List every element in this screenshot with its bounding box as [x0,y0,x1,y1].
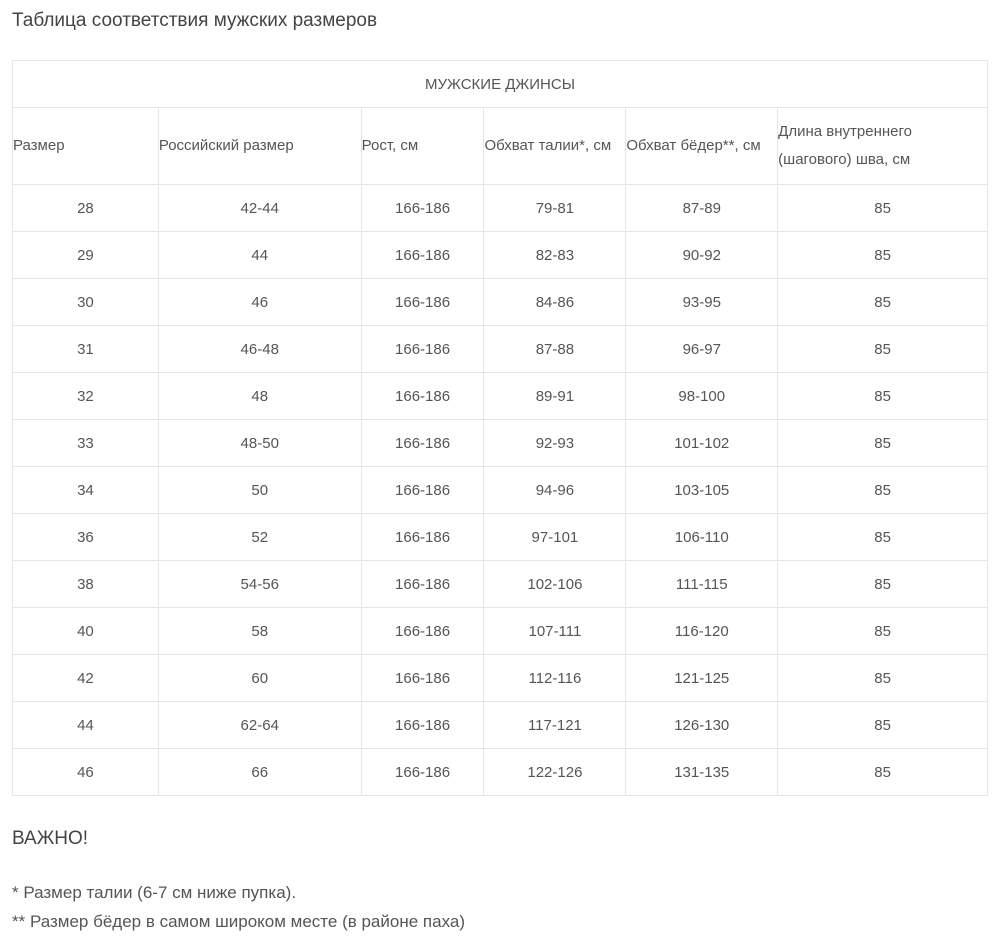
header-row [13,108,988,185]
cell-hips: 126-130 [626,702,778,749]
cell-size: 31 [13,326,159,373]
table-row [13,326,988,373]
cell-russian-size: 60 [158,655,361,702]
cell-waist: 94-96 [484,467,626,514]
table-row [13,279,988,326]
cell-waist: 117-121 [484,702,626,749]
cell-inseam: 85 [778,749,988,796]
cell-russian-size: 46-48 [158,326,361,373]
cell-waist: 92-93 [484,420,626,467]
size-table [12,60,988,796]
cell-russian-size: 48-50 [158,420,361,467]
header-waist: Обхват талии*, см [484,108,626,185]
cell-inseam: 85 [778,608,988,655]
cell-height: 166-186 [361,373,484,420]
cell-size: 30 [13,279,159,326]
cell-size: 29 [13,232,159,279]
cell-height: 166-186 [361,326,484,373]
cell-size: 44 [13,702,159,749]
cell-russian-size: 66 [158,749,361,796]
cell-height: 166-186 [361,561,484,608]
cell-waist: 102-106 [484,561,626,608]
cell-waist: 112-116 [484,655,626,702]
cell-russian-size: 48 [158,373,361,420]
cell-height: 166-186 [361,279,484,326]
cell-inseam: 85 [778,279,988,326]
cell-russian-size: 44 [158,232,361,279]
caption-row [13,61,988,108]
cell-height: 166-186 [361,608,484,655]
table-row [13,467,988,514]
cell-russian-size: 52 [158,514,361,561]
cell-height: 166-186 [361,232,484,279]
cell-inseam: 85 [778,702,988,749]
header-russian-size: Российский размер [158,108,361,185]
cell-height: 166-186 [361,185,484,232]
cell-waist: 122-126 [484,749,626,796]
cell-hips: 111-115 [626,561,778,608]
cell-russian-size: 54-56 [158,561,361,608]
cell-size: 32 [13,373,159,420]
cell-hips: 98-100 [626,373,778,420]
cell-russian-size: 50 [158,467,361,514]
cell-height: 166-186 [361,467,484,514]
cell-size: 46 [13,749,159,796]
cell-inseam: 85 [778,467,988,514]
cell-inseam: 85 [778,655,988,702]
cell-height: 166-186 [361,655,484,702]
cell-size: 33 [13,420,159,467]
table-row [13,655,988,702]
table-row [13,420,988,467]
cell-size: 40 [13,608,159,655]
table-row [13,702,988,749]
cell-waist: 89-91 [484,373,626,420]
table-row [13,185,988,232]
cell-hips: 121-125 [626,655,778,702]
cell-size: 28 [13,185,159,232]
cell-height: 166-186 [361,749,484,796]
cell-inseam: 85 [778,373,988,420]
cell-waist: 82-83 [484,232,626,279]
cell-russian-size: 42-44 [158,185,361,232]
cell-waist: 97-101 [484,514,626,561]
cell-waist: 87-88 [484,326,626,373]
cell-waist: 84-86 [484,279,626,326]
table-caption: МУЖСКИЕ ДЖИНСЫ [13,61,988,108]
cell-inseam: 85 [778,232,988,279]
cell-inseam: 85 [778,561,988,608]
cell-inseam: 85 [778,514,988,561]
header-height: Рост, см [361,108,484,185]
cell-size: 38 [13,561,159,608]
cell-hips: 96-97 [626,326,778,373]
cell-height: 166-186 [361,514,484,561]
cell-hips: 93-95 [626,279,778,326]
header-inseam: Длина внутреннего (шагового) шва, см [778,108,988,185]
table-row [13,561,988,608]
note-waist: * Размер талии (6-7 см ниже пупка). [12,883,297,902]
cell-russian-size: 62-64 [158,702,361,749]
cell-size: 36 [13,514,159,561]
cell-hips: 131-135 [626,749,778,796]
note-hips: ** Размер бёдер в самом широком месте (в районе паха) [12,912,465,931]
header-hips: Обхват бёдер**, см [626,108,778,185]
cell-inseam: 85 [778,420,988,467]
table-row [13,514,988,561]
cell-hips: 87-89 [626,185,778,232]
cell-hips: 106-110 [626,514,778,561]
cell-inseam: 85 [778,326,988,373]
cell-inseam: 85 [778,185,988,232]
cell-hips: 103-105 [626,467,778,514]
table-row [13,749,988,796]
table-row [13,373,988,420]
page-title: Таблица соответствия мужских размеров [12,10,378,31]
cell-russian-size: 46 [158,279,361,326]
table-row [13,608,988,655]
header-size: Размер [13,108,159,185]
cell-hips: 90-92 [626,232,778,279]
cell-waist: 107-111 [484,608,626,655]
cell-size: 34 [13,467,159,514]
cell-size: 42 [13,655,159,702]
table-row [13,232,988,279]
cell-hips: 116-120 [626,608,778,655]
cell-russian-size: 58 [158,608,361,655]
cell-hips: 101-102 [626,420,778,467]
cell-waist: 79-81 [484,185,626,232]
cell-height: 166-186 [361,702,484,749]
cell-height: 166-186 [361,420,484,467]
important-heading: ВАЖНО! [12,828,89,849]
